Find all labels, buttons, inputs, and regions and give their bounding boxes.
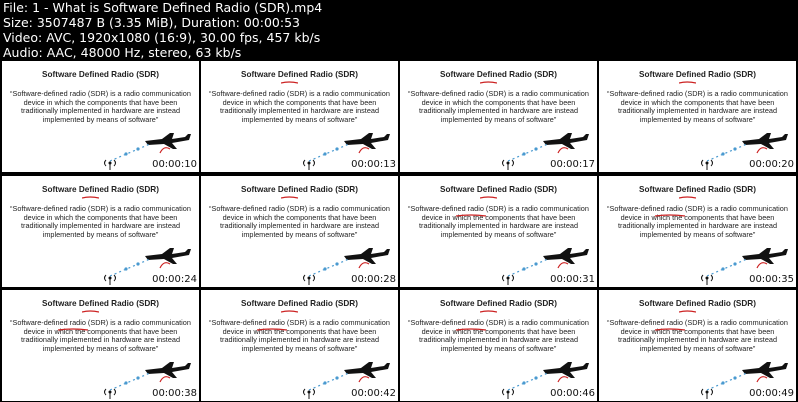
title-underline <box>480 196 497 199</box>
slide-quote: “Software-defined radio (SDR) is a radio communication device in which the components that have been traditionally implemented in hardware are instead implemented by means of software” <box>408 89 589 124</box>
file-info-header <box>0 0 798 60</box>
signal-beam <box>110 373 150 390</box>
video-line: Video: AVC, 1920x1080 (16:9), 30.00 fps, 457 kb/s <box>3 30 321 45</box>
slide-title: Software Defined Radio (SDR) <box>639 299 756 308</box>
video-thumbnail-5[interactable] <box>2 176 199 287</box>
antenna-icon <box>105 389 116 399</box>
timestamp: 00:00:17 <box>550 159 595 170</box>
airplane-icon <box>145 133 191 149</box>
radio-wave-icon <box>757 263 767 268</box>
timestamp: 00:00:35 <box>749 274 794 285</box>
timestamp: 00:00:31 <box>550 274 595 285</box>
slide-quote: “Software-defined radio (SDR) is a radio communication device in which the components that have been traditionally implemented in hardware are instead implemented by means of software” <box>209 89 390 124</box>
thumbnail-grid <box>0 61 798 402</box>
radio-wave-icon <box>359 377 369 382</box>
antenna-icon <box>702 275 713 285</box>
signal-beam <box>707 144 747 161</box>
antenna-icon <box>105 275 116 285</box>
video-thumbnail-9[interactable] <box>2 290 199 401</box>
signal-beam <box>508 373 548 390</box>
video-thumbnail-7[interactable] <box>400 176 597 287</box>
radio-wave-icon <box>558 263 568 268</box>
title-underline <box>679 310 696 313</box>
slide-quote: “Software-defined radio (SDR) is a radio communication device in which the components that have been traditionally implemented in hardware are instead implemented by means of software” <box>209 318 390 353</box>
signal-beam <box>309 144 349 161</box>
slide-quote: “Software-defined radio (SDR) is a radio communication device in which the components that have been traditionally implemented in hardware are instead implemented by means of software” <box>10 318 191 353</box>
slide-title: Software Defined Radio (SDR) <box>42 70 159 79</box>
radio-wave-icon <box>757 377 767 382</box>
slide-quote: “Software-defined radio (SDR) is a radio communication device in which the components that have been traditionally implemented in hardware are instead implemented by means of software” <box>607 89 788 124</box>
slide-title: Software Defined Radio (SDR) <box>241 70 358 79</box>
timestamp: 00:00:20 <box>749 159 794 170</box>
airplane-icon <box>742 248 788 264</box>
airplane-icon <box>742 362 788 378</box>
audio-line: Audio: AAC, 48000 Hz, stereo, 63 kb/s <box>3 45 242 60</box>
antenna-icon <box>304 160 315 170</box>
radio-wave-icon <box>160 377 170 382</box>
airplane-icon <box>543 362 589 378</box>
video-thumbnail-6[interactable] <box>201 176 398 287</box>
slide-title: Software Defined Radio (SDR) <box>42 299 159 308</box>
title-underline <box>82 310 99 313</box>
antenna-icon <box>503 160 514 170</box>
signal-beam <box>309 259 349 276</box>
signal-beam <box>707 373 747 390</box>
airplane-icon <box>543 133 589 149</box>
airplane-icon <box>145 362 191 378</box>
radio-wave-icon <box>757 148 767 153</box>
quote-underline <box>655 214 685 217</box>
size-line: Size: 3507487 B (3.35 MiB), Duration: 00:00:53 <box>3 15 300 30</box>
radio-wave-icon <box>359 148 369 153</box>
radio-wave-icon <box>359 263 369 268</box>
title-underline <box>281 81 298 84</box>
antenna-icon <box>105 160 116 170</box>
video-thumbnail-10[interactable] <box>201 290 398 401</box>
timestamp: 00:00:24 <box>152 274 197 285</box>
slide-quote: “Software-defined radio (SDR) is a radio communication device in which the components that have been traditionally implemented in hardware are instead implemented by means of software” <box>408 204 589 239</box>
slide-title: Software Defined Radio (SDR) <box>241 185 358 194</box>
airplane-icon <box>344 248 390 264</box>
slide-quote: “Software-defined radio (SDR) is a radio communication device in which the components that have been traditionally implemented in hardware are instead implemented by means of software” <box>408 318 589 353</box>
file-line: File: 1 - What is Software Defined Radio (SDR).mp4 <box>3 0 323 15</box>
radio-wave-icon <box>160 148 170 153</box>
timestamp: 00:00:42 <box>351 388 396 399</box>
slide-title: Software Defined Radio (SDR) <box>639 70 756 79</box>
title-underline <box>281 196 298 199</box>
timestamp: 00:00:28 <box>351 274 396 285</box>
video-thumbnail-1[interactable] <box>2 61 199 172</box>
title-underline <box>480 310 497 313</box>
title-underline <box>480 81 497 84</box>
slide-title: Software Defined Radio (SDR) <box>440 299 557 308</box>
antenna-icon <box>503 389 514 399</box>
signal-beam <box>309 373 349 390</box>
video-thumbnail-12[interactable] <box>599 290 796 401</box>
timestamp: 00:00:13 <box>351 159 396 170</box>
signal-beam <box>110 144 150 161</box>
antenna-icon <box>503 275 514 285</box>
airplane-icon <box>543 248 589 264</box>
radio-wave-icon <box>558 377 568 382</box>
quote-underline <box>456 328 486 331</box>
radio-wave-icon <box>558 148 568 153</box>
timestamp: 00:00:46 <box>550 388 595 399</box>
slide-title: Software Defined Radio (SDR) <box>42 185 159 194</box>
title-underline <box>679 196 696 199</box>
title-underline <box>281 310 298 313</box>
timestamp: 00:00:10 <box>152 159 197 170</box>
slide-quote: “Software-defined radio (SDR) is a radio communication device in which the components that have been traditionally implemented in hardware are instead implemented by means of software” <box>209 204 390 239</box>
video-thumbnail-8[interactable] <box>599 176 796 287</box>
timestamp: 00:00:49 <box>749 388 794 399</box>
antenna-icon <box>304 275 315 285</box>
slide-quote: “Software-defined radio (SDR) is a radio communication device in which the components that have been traditionally implemented in hardware are instead implemented by means of software” <box>607 204 788 239</box>
video-thumbnail-4[interactable] <box>599 61 796 172</box>
slide-quote: “Software-defined radio (SDR) is a radio communication device in which the components that have been traditionally implemented in hardware are instead implemented by means of software” <box>607 318 788 353</box>
airplane-icon <box>344 362 390 378</box>
video-thumbnail-11[interactable] <box>400 290 597 401</box>
slide-title: Software Defined Radio (SDR) <box>440 185 557 194</box>
video-thumbnail-3[interactable] <box>400 61 597 172</box>
signal-beam <box>508 144 548 161</box>
title-underline <box>82 196 99 199</box>
quote-underline <box>655 328 685 331</box>
signal-beam <box>508 259 548 276</box>
airplane-icon <box>145 248 191 264</box>
signal-beam <box>110 259 150 276</box>
antenna-icon <box>304 389 315 399</box>
quote-underline <box>257 328 287 331</box>
airplane-icon <box>344 133 390 149</box>
title-underline <box>679 81 696 84</box>
antenna-icon <box>702 389 713 399</box>
quote-underline <box>456 214 486 217</box>
slide-quote: “Software-defined radio (SDR) is a radio communication device in which the components that have been traditionally implemented in hardware are instead implemented by means of software” <box>10 89 191 124</box>
quote-underline <box>58 328 88 331</box>
slide-title: Software Defined Radio (SDR) <box>639 185 756 194</box>
timestamp: 00:00:38 <box>152 388 197 399</box>
radio-wave-icon <box>160 263 170 268</box>
slide-title: Software Defined Radio (SDR) <box>440 70 557 79</box>
slide-quote: “Software-defined radio (SDR) is a radio communication device in which the components that have been traditionally implemented in hardware are instead implemented by means of software” <box>10 204 191 239</box>
video-thumbnail-2[interactable] <box>201 61 398 172</box>
antenna-icon <box>702 160 713 170</box>
slide-title: Software Defined Radio (SDR) <box>241 299 358 308</box>
airplane-icon <box>742 133 788 149</box>
signal-beam <box>707 259 747 276</box>
